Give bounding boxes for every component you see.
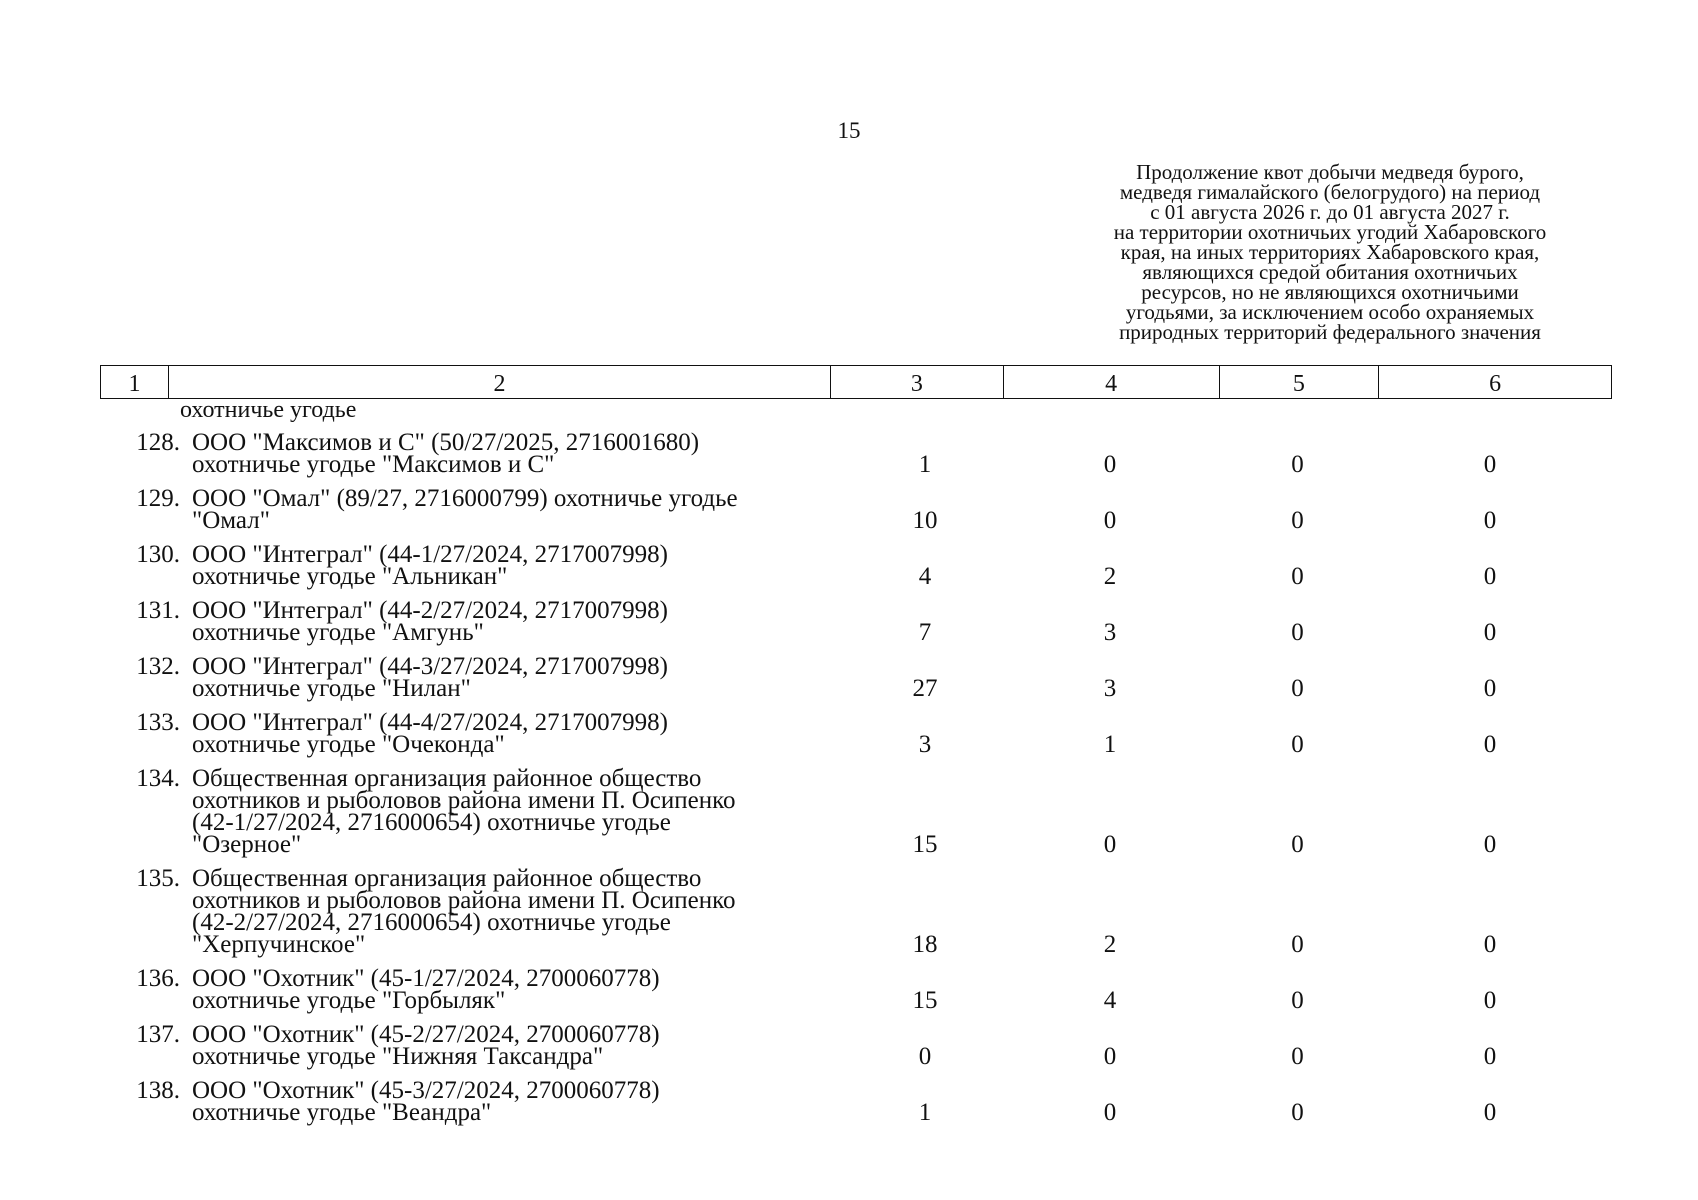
cell-c5: 0 [1291, 987, 1304, 1014]
row-number: 134. [136, 765, 180, 792]
header-line: края, на иных территориях Хабаровского края, [1120, 240, 1540, 264]
column-header-2: 2 [169, 366, 831, 398]
row-number: 128. [136, 429, 180, 456]
cell-c5: 0 [1291, 563, 1304, 590]
description-line: охотничье угодье "Очеконда" [192, 731, 505, 758]
description-line: ООО "Охотник" (45-2/27/2024, 2700060778) [192, 1021, 660, 1048]
description-line: охотничье угодье "Максимов и С" [192, 451, 555, 478]
description-line: охотничье угодье "Нижняя Таксандра" [192, 1043, 604, 1070]
description-line: "Озерное" [192, 831, 302, 858]
description-line: охотников и рыболовов района имени П. Осипенко [192, 787, 736, 814]
description-line: охотничье угодье "Амгунь" [192, 619, 484, 646]
description-line: Общественная организация районное общество [192, 865, 702, 892]
cell-c4: 1 [1103, 731, 1117, 758]
cell-c3: 1 [918, 451, 932, 478]
cell-c6: 0 [1483, 931, 1497, 958]
description-line: ООО "Интеграл" (44-2/27/2024, 2717007998) [192, 597, 668, 624]
row-description [180, 485, 820, 534]
row-description [180, 541, 820, 590]
description-line: (42-1/27/2024, 2716000654) охотничье угодье [192, 809, 671, 836]
header-line: медведя гималайского (белогрудого) на период [1119, 180, 1541, 204]
table-row [100, 865, 1612, 958]
page-number: 15 [837, 118, 861, 143]
cell-c4: 0 [1103, 1043, 1117, 1070]
cell-c5: 0 [1291, 831, 1304, 858]
column-header-5: 5 [1220, 366, 1380, 398]
row-number: 129. [136, 485, 180, 512]
cell-c4: 2 [1103, 931, 1117, 958]
cell-c3: 0 [918, 1043, 932, 1070]
cell-c3: 27 [912, 675, 938, 702]
cell-c4: 2 [1103, 563, 1117, 590]
row-description [180, 765, 820, 858]
cell-c5: 0 [1291, 1043, 1304, 1070]
row-description [180, 597, 820, 646]
cell-c3: 7 [918, 619, 932, 646]
header-line: на территории охотничьих угодий Хабаровского [1113, 220, 1547, 244]
cell-c3: 10 [912, 507, 938, 534]
description-line: ООО "Интеграл" (44-3/27/2024, 2717007998) [192, 653, 668, 680]
description-line: охотничье угодье "Горбыляк" [192, 987, 506, 1014]
cell-c5: 0 [1291, 675, 1304, 702]
row-number: 132. [136, 653, 180, 680]
carry-over-text: охотничье угодье [180, 397, 357, 423]
description-line: "Омал" [192, 507, 270, 534]
cell-c5: 0 [1291, 1099, 1304, 1126]
cell-c4: 0 [1103, 451, 1117, 478]
cell-c6: 0 [1483, 507, 1497, 534]
table-column-header [100, 365, 1612, 399]
cell-c6: 0 [1483, 619, 1497, 646]
row-number: 136. [136, 965, 180, 992]
cell-c5: 0 [1291, 507, 1304, 534]
cell-c3: 15 [912, 831, 938, 858]
row-description [180, 1077, 820, 1126]
header-line: являющихся средой обитания охотничьих [1142, 260, 1518, 284]
cell-c6: 0 [1483, 831, 1497, 858]
cell-c3: 18 [912, 931, 938, 958]
cell-c3: 3 [918, 731, 932, 758]
header-line: с 01 августа 2026 г. до 01 августа 2027 г. [1150, 200, 1510, 224]
description-line: охотничье угодье "Веандра" [192, 1099, 492, 1126]
table-row [100, 1021, 1612, 1070]
row-number: 135. [136, 865, 180, 892]
cell-c6: 0 [1483, 675, 1497, 702]
cell-c4: 4 [1103, 987, 1117, 1014]
row-number: 130. [136, 541, 180, 568]
table-row [100, 965, 1612, 1014]
row-number: 131. [136, 597, 180, 624]
description-line: ООО "Интеграл" (44-1/27/2024, 2717007998) [192, 541, 668, 568]
row-description [180, 965, 820, 1014]
row-description [180, 865, 820, 958]
cell-c6: 0 [1483, 563, 1497, 590]
row-number: 133. [136, 709, 180, 736]
description-line: Общественная организация районное общество [192, 765, 702, 792]
cell-c3: 4 [918, 563, 932, 590]
description-line: ООО "Максимов и С" (50/27/2025, 2716001680) [192, 429, 700, 456]
row-number: 137. [136, 1021, 180, 1048]
cell-c6: 0 [1483, 1099, 1497, 1126]
header-line: угодьями, за исключением особо охраняемых [1125, 300, 1535, 324]
cell-c4: 3 [1103, 675, 1117, 702]
description-line: охотничье угодье "Альникан" [192, 563, 508, 590]
description-line: охотников и рыболовов района имени П. Осипенко [192, 887, 736, 914]
row-description [180, 653, 820, 702]
cell-c3: 15 [912, 987, 938, 1014]
column-header-3: 3 [831, 366, 1004, 398]
description-line: ООО "Охотник" (45-1/27/2024, 2700060778) [192, 965, 660, 992]
table-row [100, 765, 1612, 858]
column-header-1: 1 [101, 366, 169, 398]
description-line: "Херпучинское" [192, 931, 366, 958]
cell-c5: 0 [1291, 451, 1304, 478]
description-line: (42-2/27/2024, 2716000654) охотничье угодье [192, 909, 671, 936]
cell-c5: 0 [1291, 931, 1304, 958]
description-line: ООО "Интеграл" (44-4/27/2024, 2717007998) [192, 709, 668, 736]
table-row [100, 1077, 1612, 1126]
description-line: ООО "Омал" (89/27, 2716000799) охотничье угодье [192, 485, 738, 512]
cell-c6: 0 [1483, 1043, 1497, 1070]
cell-c5: 0 [1291, 731, 1304, 758]
header-line: Продолжение квот добычи медведя бурого, [1136, 160, 1524, 184]
table-row [100, 485, 1612, 534]
row-description [180, 1021, 820, 1070]
cell-c6: 0 [1483, 987, 1497, 1014]
header-line: ресурсов, но не являющихся охотничьими [1141, 280, 1519, 304]
table-row [100, 597, 1612, 646]
cell-c4: 3 [1103, 619, 1117, 646]
table-row [100, 709, 1612, 758]
cell-c6: 0 [1483, 451, 1497, 478]
cell-c6: 0 [1483, 731, 1497, 758]
column-header-6: 6 [1489, 371, 1502, 397]
cell-c4: 0 [1103, 1099, 1117, 1126]
cell-c5: 0 [1291, 619, 1304, 646]
header-line: природных территорий федерального значения [1119, 320, 1541, 344]
description-line: ООО "Охотник" (45-3/27/2024, 2700060778) [192, 1077, 660, 1104]
table-row [100, 541, 1612, 590]
row-description [180, 429, 820, 478]
cell-c4: 0 [1103, 507, 1117, 534]
description-line: охотничье угодье "Нилан" [192, 675, 471, 702]
quota-table-body [100, 429, 1612, 1136]
document-header [1060, 162, 1600, 342]
cell-c4: 0 [1103, 831, 1117, 858]
cell-c3: 1 [918, 1099, 932, 1126]
row-description [180, 709, 820, 758]
row-number: 138. [136, 1077, 180, 1104]
table-row [100, 429, 1612, 478]
column-header-4: 4 [1004, 366, 1220, 398]
table-row [100, 653, 1612, 702]
